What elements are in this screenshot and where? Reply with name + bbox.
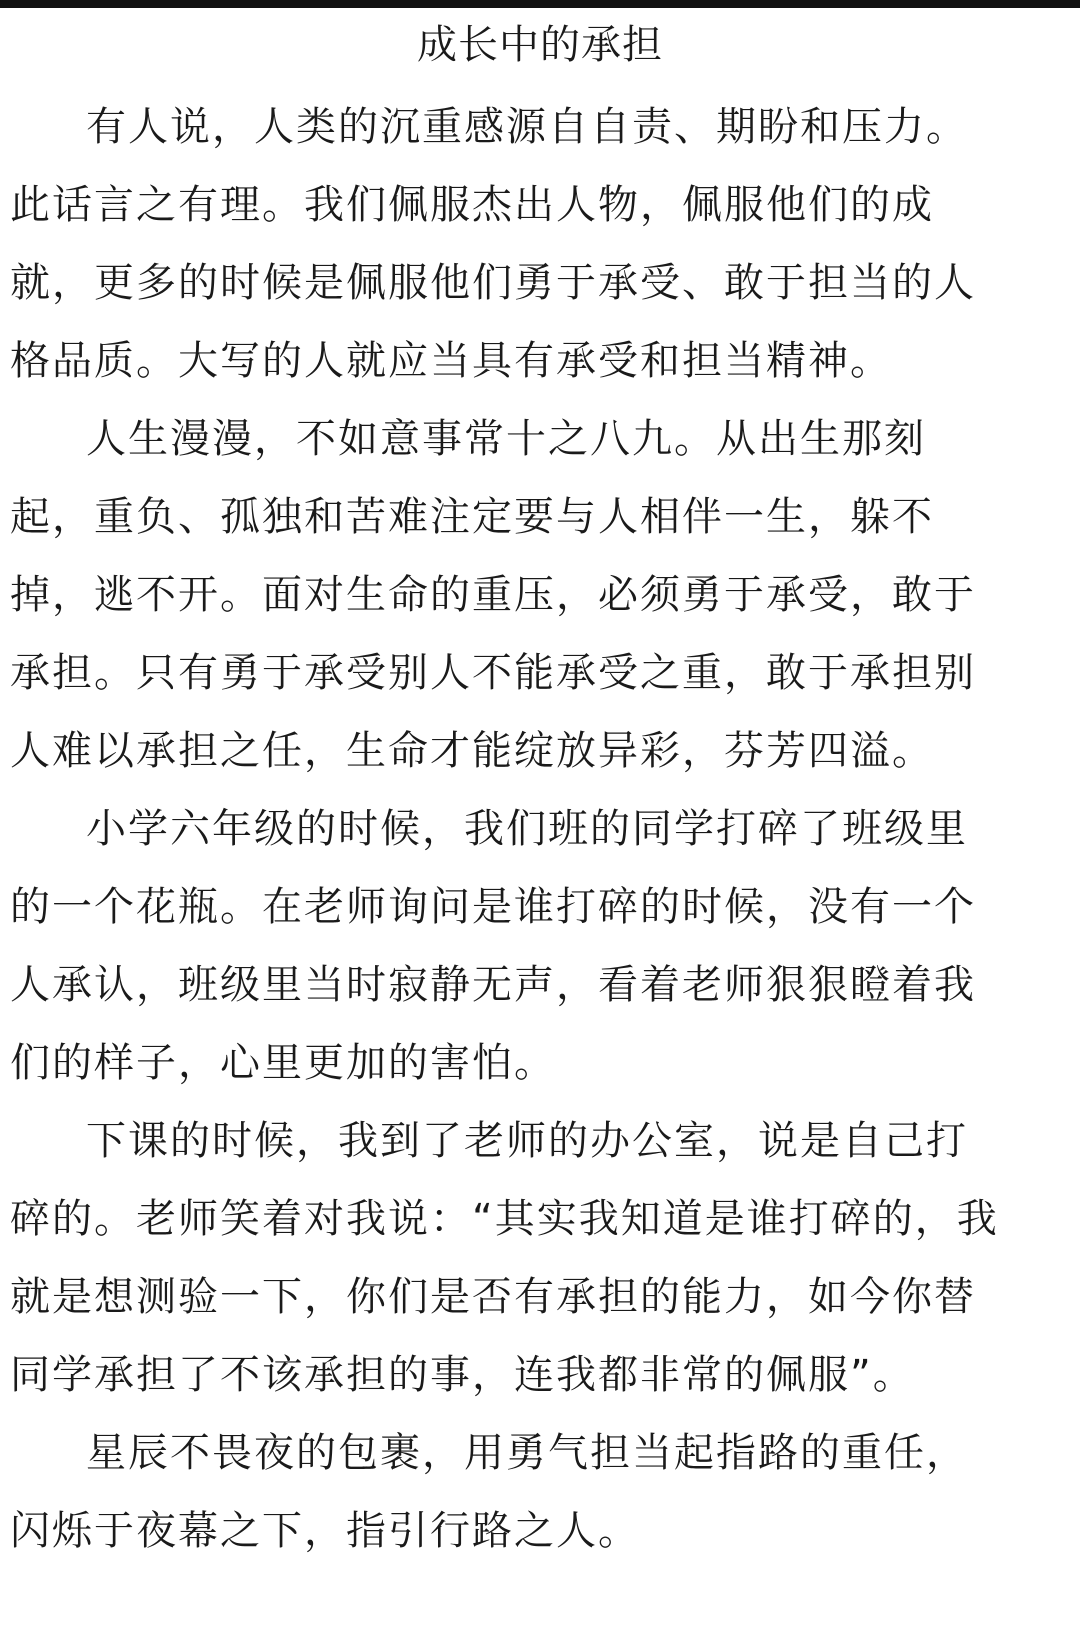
text-line: 下课的时候，我到了老师的办公室，说是自己打 — [86, 1118, 968, 1164]
text-line: 掉，逃不开。面对生命的重压，必须勇于承受，敢于 — [10, 572, 976, 618]
text-line: 碎的。老师笑着对我说：“其实我知道是谁打碎的，我 — [10, 1196, 999, 1242]
text-line: 闪烁于夜幕之下，指引行路之人。 — [10, 1508, 640, 1554]
text-line: 们的样子，心里更加的害怕。 — [10, 1040, 556, 1086]
text-line: 此话言之有理。我们佩服杰出人物，佩服他们的成 — [10, 182, 934, 228]
text-line: 格品质。大写的人就应当具有承受和担当精神。 — [10, 338, 892, 384]
text-line: 就，更多的时候是佩服他们勇于承受、敢于担当的人 — [10, 260, 976, 306]
text-line: 的一个花瓶。在老师询问是谁打碎的时候，没有一个 — [10, 884, 976, 930]
top-border — [0, 0, 1080, 8]
text-line: 人承认，班级里当时寂静无声，看着老师狠狠瞪着我 — [10, 962, 976, 1008]
text-line: 人生漫漫，不如意事常十之八九。从出生那刻 — [86, 416, 926, 462]
text-line: 人难以承担之任，生命才能绽放异彩，芬芳四溢。 — [10, 728, 934, 774]
text-line: 就是想测验一下，你们是否有承担的能力，如今你替 — [10, 1274, 976, 1320]
document-title: 成长中的承担 — [417, 22, 663, 68]
text-line: 小学六年级的时候，我们班的同学打碎了班级里 — [86, 806, 968, 852]
text-line: 同学承担了不该承担的事，连我都非常的佩服”。 — [10, 1352, 915, 1398]
text-line: 星辰不畏夜的包裹，用勇气担当起指路的重任， — [86, 1430, 968, 1476]
text-line: 有人说，人类的沉重感源自自责、期盼和压力。 — [86, 104, 968, 150]
text-line: 承担。只有勇于承受别人不能承受之重，敢于承担别 — [10, 650, 976, 696]
text-line: 起，重负、孤独和苦难注定要与人相伴一生，躲不 — [10, 494, 934, 540]
